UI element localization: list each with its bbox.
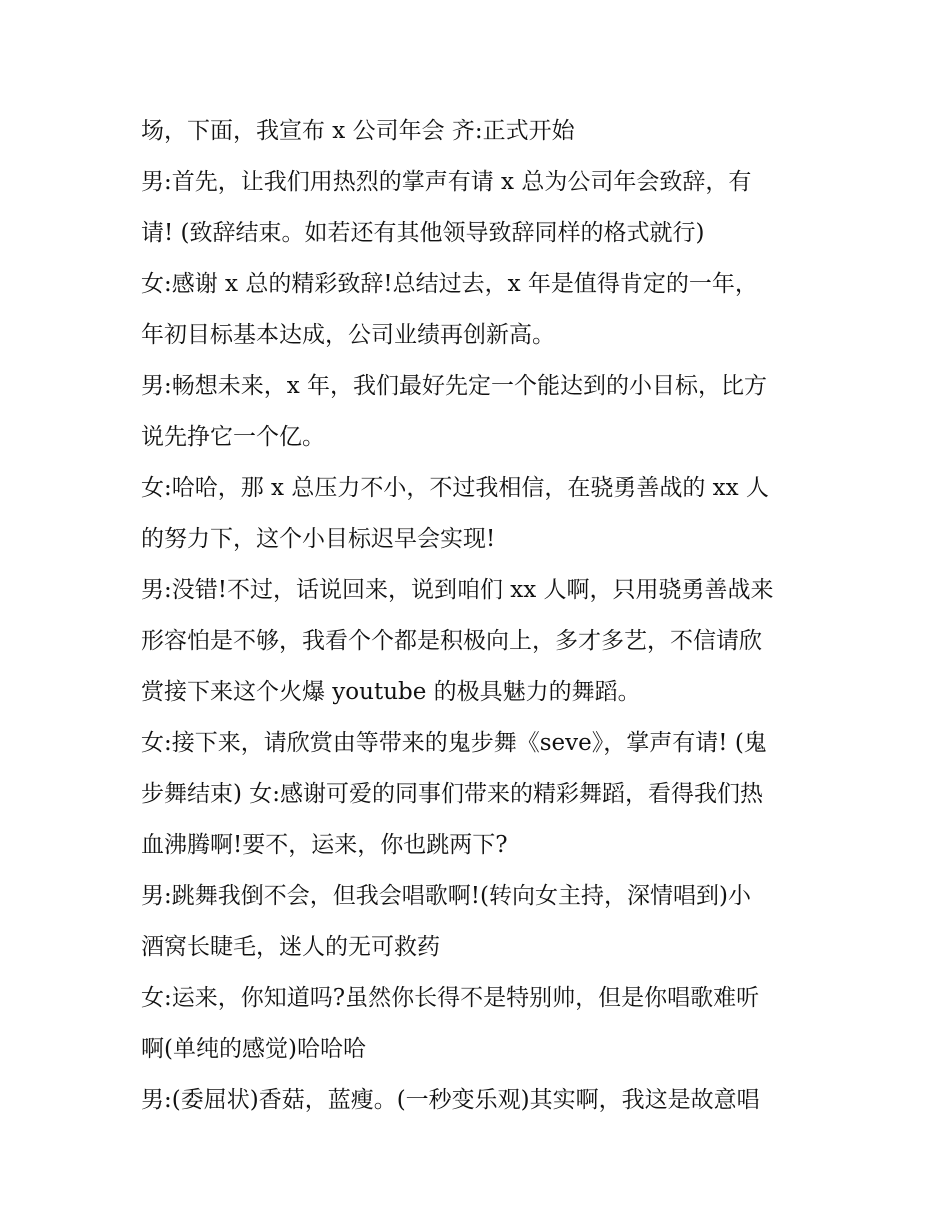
text-line: 血沸腾啊!要不，运来，你也跳两下? [141, 832, 508, 858]
text-line: 酒窝长睫毛，迷人的无可救药 [141, 934, 440, 960]
text-line: 请! (致辞结束。如若还有其他领导致辞同样的格式就行) [141, 220, 705, 246]
text-line: 形容怕是不够，我看个个都是积极向上，多才多艺，不信请欣 [141, 628, 762, 654]
text-line: 说先挣它一个亿。 [141, 424, 325, 450]
text-line: 男:(委屈状)香菇，蓝瘦。(一秒变乐观)其实啊，我这是故意唱 [141, 1087, 760, 1113]
text-line: 啊(单纯的感觉)哈哈哈 [141, 1036, 366, 1062]
text-line: 男:跳舞我倒不会，但我会唱歌啊!(转向女主持，深情唱到)小 [141, 883, 751, 909]
text-line: 场，下面，我宣布 x 公司年会 齐:正式开始 [141, 118, 575, 144]
text-line: 男:没错!不过，话说回来，说到咱们 xx 人啊，只用骁勇善战来 [141, 577, 774, 603]
text-line: 男:首先，让我们用热烈的掌声有请 x 总为公司年会致辞，有 [141, 169, 752, 195]
text-line: 女:接下来，请欣赏由等带来的鬼步舞《seve》，掌声有请! (鬼 [141, 730, 767, 756]
text-line: 年初目标基本达成，公司业绩再创新高。 [141, 322, 555, 348]
text-line: 步舞结束) 女:感谢可爱的同事们带来的精彩舞蹈，看得我们热 [141, 781, 764, 807]
text-line: 女:哈哈，那 x 总压力不小，不过我相信，在骁勇善战的 xx 人 [141, 475, 769, 501]
text-line: 男:畅想未来，x 年，我们最好先定一个能达到的小目标，比方 [141, 373, 768, 399]
text-line: 的努力下，这个小目标迟早会实现! [141, 526, 496, 552]
text-line: 赏接下来这个火爆 youtube 的极具魅力的舞蹈。 [141, 679, 641, 705]
text-line: 女:感谢 x 总的精彩致辞!总结过去，x 年是值得肯定的一年， [141, 271, 758, 297]
document-text [141, 106, 821, 1126]
text-line: 女:运来，你知道吗?虽然你长得不是特别帅，但是你唱歌难听 [141, 985, 760, 1011]
